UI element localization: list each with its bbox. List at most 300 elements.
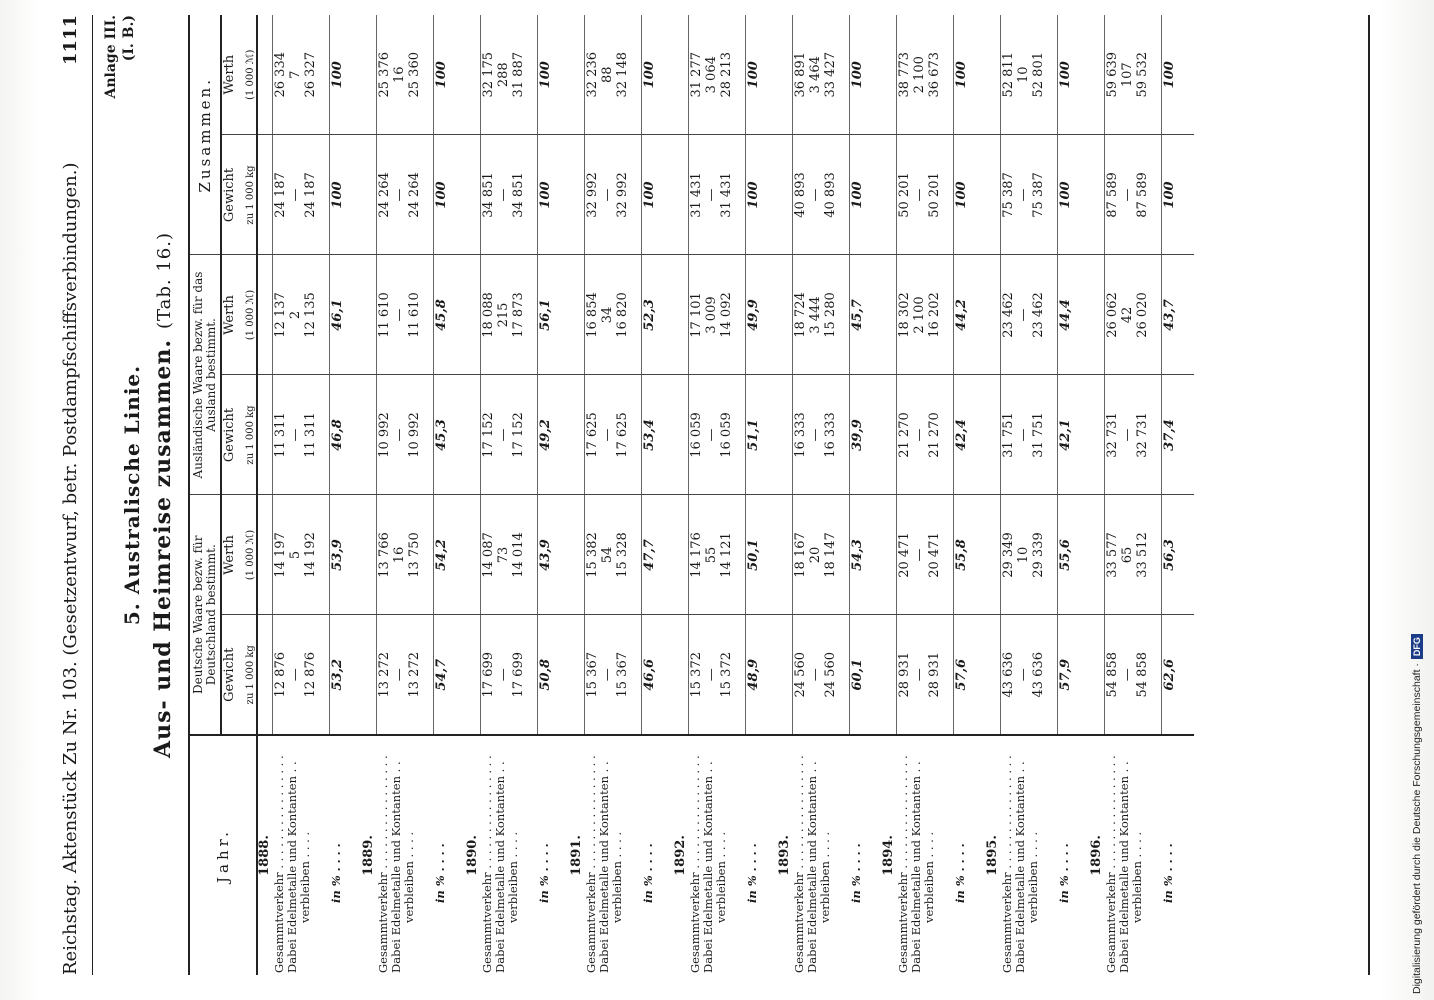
row-label-percent — [434, 735, 467, 975]
value-precious-metals: 16 — [392, 66, 407, 84]
row-label-percent — [1162, 735, 1195, 975]
percent-cell — [538, 255, 571, 375]
table-row — [585, 15, 642, 975]
value-cell — [481, 255, 538, 375]
gewicht-label: Gewicht — [222, 167, 237, 223]
label-gesamtverkehr: Gesammtverkehr . . . . . . . . . . . . . . . . — [687, 755, 702, 973]
value-precious-metals: — — [808, 188, 823, 202]
value-precious-metals: — — [912, 188, 927, 202]
value-remaining: 23 462 — [1031, 292, 1046, 338]
value-cell — [1001, 15, 1058, 135]
value-total: 26 062 — [1105, 292, 1120, 338]
spacer-cell — [570, 375, 585, 495]
label-in-percent: in % . . . . — [1056, 843, 1071, 903]
percent-cell — [538, 615, 571, 735]
value-remaining: 21 270 — [927, 412, 942, 458]
table-row-percent — [746, 15, 779, 975]
value-remaining: 43 636 — [1031, 652, 1046, 698]
spacer-cell — [466, 255, 481, 375]
value-cell — [585, 255, 642, 375]
percent-cell — [434, 615, 467, 735]
value-remaining: 24 187 — [303, 172, 318, 218]
dfg-credit — [1411, 14, 1433, 994]
value-precious-metals: 10 — [1016, 66, 1031, 84]
percent-cell — [1058, 15, 1091, 135]
percent-cell — [850, 495, 883, 615]
gewicht-label: Gewicht — [222, 647, 237, 702]
value-precious-metals: 16 — [392, 546, 407, 564]
percent-cell — [1162, 495, 1195, 615]
percent-cell — [1058, 375, 1091, 495]
column-werth — [221, 15, 257, 135]
table-row-percent — [850, 15, 883, 975]
value-total: 18 302 — [897, 292, 912, 338]
rotated-page — [50, 15, 1380, 975]
value-percent: 43,7 — [1162, 299, 1177, 331]
column-year: Jahr. — [189, 735, 257, 975]
label-in-percent: in % . . . . — [536, 843, 551, 903]
label-verbleiben: verbleiben . . . . — [505, 831, 520, 923]
row-label-block — [273, 735, 330, 975]
label-verbleiben: verbleiben . . . . — [713, 831, 728, 923]
label-gesamtverkehr: Gesammtverkehr . . . . . . . . . . . . . . . . — [479, 755, 494, 973]
spacer-cell — [1090, 15, 1105, 135]
value-percent: 100 — [1162, 181, 1177, 209]
value-percent: 47,7 — [642, 539, 657, 571]
value-total: 18 088 — [481, 292, 496, 338]
value-percent: 45,3 — [434, 419, 449, 451]
dfg-credit-text — [1411, 14, 1423, 994]
percent-cell — [746, 615, 779, 735]
value-precious-metals: 20 — [808, 546, 823, 564]
value-percent: 53,4 — [642, 419, 657, 451]
row-label-percent — [538, 735, 571, 975]
value-cell — [481, 135, 538, 255]
spacer-cell — [257, 135, 273, 255]
value-remaining: 26 327 — [303, 52, 318, 98]
value-remaining: 15 328 — [615, 532, 630, 578]
value-remaining: 32 148 — [615, 52, 630, 98]
value-cell — [793, 15, 850, 135]
value-percent: 100 — [330, 61, 345, 89]
value-remaining: 13 272 — [407, 652, 422, 698]
value-remaining: 40 893 — [823, 172, 838, 218]
label-edelmetalle: Dabei Edelmetalle und Kontanten . . — [804, 761, 819, 973]
spacer-cell — [674, 495, 689, 615]
value-cell — [1105, 135, 1162, 255]
year-row — [674, 15, 689, 975]
year-label: 1893. — [778, 735, 793, 975]
spacer-cell — [1090, 375, 1105, 495]
value-cell — [897, 615, 954, 735]
value-cell — [1001, 495, 1058, 615]
percent-cell — [746, 375, 779, 495]
value-cell — [1105, 375, 1162, 495]
value-precious-metals: — — [1120, 188, 1135, 202]
subtitle-text: Aus- und Heimreise zusammen. — [150, 338, 176, 758]
percent-cell — [434, 495, 467, 615]
value-remaining: 36 673 — [927, 52, 942, 98]
spacer-cell — [674, 135, 689, 255]
value-precious-metals: — — [600, 668, 615, 682]
percent-cell — [642, 615, 675, 735]
value-percent: 100 — [538, 61, 553, 89]
spacer-cell — [570, 15, 585, 135]
value-percent: 100 — [954, 181, 969, 209]
value-cell — [1001, 135, 1058, 255]
label-edelmetalle: Dabei Edelmetalle und Kontanten . . — [908, 761, 923, 973]
value-cell — [689, 375, 746, 495]
value-total: 17 101 — [689, 292, 704, 338]
value-cell — [1105, 615, 1162, 735]
label-in-percent: in % . . . . — [952, 843, 967, 903]
spacer-cell — [362, 495, 377, 615]
label-in-percent: in % . . . . — [432, 843, 447, 903]
value-percent: 60,1 — [850, 658, 865, 691]
percent-cell — [1058, 255, 1091, 375]
value-percent: 100 — [434, 61, 449, 89]
value-percent: 42,1 — [1058, 419, 1073, 451]
table-row — [273, 15, 330, 975]
value-remaining: 14 121 — [719, 532, 734, 578]
value-percent: 42,4 — [954, 419, 969, 451]
value-total: 29 349 — [1001, 532, 1016, 578]
value-precious-metals: — — [1016, 428, 1031, 442]
value-percent: 49,2 — [538, 419, 553, 451]
percent-cell — [330, 135, 363, 255]
value-percent: 100 — [850, 181, 865, 209]
year-row — [1090, 15, 1105, 975]
value-total: 16 854 — [585, 292, 600, 338]
value-precious-metals: 7 — [288, 70, 303, 79]
spacer-cell — [466, 135, 481, 255]
value-total: 36 891 — [793, 52, 808, 98]
spacer-cell — [257, 255, 273, 375]
value-remaining: 59 532 — [1135, 52, 1150, 98]
column-werth — [221, 255, 257, 375]
year-label: 1890. — [466, 735, 481, 975]
werth-unit: (1 000 ℳ) — [245, 49, 256, 100]
value-precious-metals: 3 444 — [808, 296, 823, 334]
value-precious-metals: — — [808, 668, 823, 682]
spacer-cell — [570, 495, 585, 615]
column-gewicht — [221, 375, 257, 495]
percent-cell — [850, 15, 883, 135]
value-total: 34 851 — [481, 172, 496, 218]
value-remaining: 13 750 — [407, 532, 422, 578]
percent-cell — [330, 615, 363, 735]
value-total: 54 858 — [1105, 652, 1120, 698]
percent-cell — [954, 615, 987, 735]
row-label-percent — [1058, 735, 1091, 975]
spacer-cell — [986, 615, 1001, 735]
value-total: 32 175 — [481, 52, 496, 98]
value-precious-metals: — — [392, 188, 407, 202]
percent-cell — [746, 15, 779, 135]
value-cell — [273, 375, 330, 495]
value-precious-metals: 5 — [288, 550, 303, 560]
statistics-table — [188, 15, 1194, 975]
value-percent: 45,8 — [434, 299, 449, 331]
value-total: 52 811 — [1001, 52, 1016, 98]
value-cell — [793, 615, 850, 735]
table-row-percent — [954, 15, 987, 975]
value-percent: 56,1 — [538, 299, 553, 331]
year-row — [778, 15, 793, 975]
spacer-cell — [1090, 495, 1105, 615]
value-total: 11 311 — [273, 412, 288, 458]
label-gesamtverkehr: Gesammtverkehr . . . . . . . . . . . . . . . . — [895, 755, 910, 973]
label-in-percent: in % . . . . — [848, 843, 863, 903]
percent-cell — [746, 495, 779, 615]
spacer-cell — [570, 615, 585, 735]
value-percent: 100 — [1058, 181, 1073, 209]
value-remaining: 28 931 — [927, 652, 942, 698]
value-cell — [1105, 15, 1162, 135]
spacer-cell — [466, 615, 481, 735]
spacer-cell — [257, 495, 273, 615]
spacer-cell — [466, 15, 481, 135]
value-cell — [689, 495, 746, 615]
value-percent: 57,6 — [954, 658, 969, 691]
value-remaining: 33 427 — [823, 52, 838, 98]
value-precious-metals: 42 — [1120, 306, 1135, 324]
table-row — [1105, 15, 1162, 975]
werth-label: Werth — [222, 535, 237, 575]
percent-cell — [954, 495, 987, 615]
label-gesamtverkehr: Gesammtverkehr . . . . . . . . . . . . . . . . — [999, 755, 1014, 973]
percent-cell — [954, 375, 987, 495]
value-precious-metals: — — [288, 668, 303, 682]
value-remaining: 15 280 — [823, 292, 838, 338]
label-edelmetalle: Dabei Edelmetalle und Kontanten . . — [1012, 761, 1027, 973]
percent-cell — [1162, 135, 1195, 255]
value-precious-metals: — — [496, 188, 511, 202]
value-remaining: 17 873 — [511, 292, 526, 338]
value-total: 12 876 — [273, 652, 288, 698]
appendix-line2: (I. B.) — [121, 15, 137, 62]
value-total: 25 376 — [377, 52, 392, 98]
value-precious-metals: 2 100 — [912, 296, 927, 334]
tab-reference: (Tab. 16.) — [154, 232, 175, 329]
spacer-cell — [882, 495, 897, 615]
label-edelmetalle: Dabei Edelmetalle und Kontanten . . — [284, 761, 299, 973]
value-cell — [793, 495, 850, 615]
value-remaining: 11 610 — [407, 292, 422, 338]
value-precious-metals: 54 — [600, 546, 615, 564]
spacer-cell — [882, 375, 897, 495]
value-percent: 51,1 — [746, 419, 761, 451]
label-edelmetalle: Dabei Edelmetalle und Kontanten . . — [700, 761, 715, 973]
value-cell — [793, 375, 850, 495]
value-remaining: 26 020 — [1135, 292, 1150, 338]
value-cell — [585, 135, 642, 255]
gewicht-unit: zu 1 000 kg — [245, 645, 256, 705]
value-percent: 50,8 — [538, 658, 553, 691]
label-in-percent: in % . . . . — [328, 843, 343, 903]
label-verbleiben: verbleiben . . . . — [1129, 831, 1144, 923]
value-precious-metals: 3 009 — [704, 296, 719, 334]
value-cell — [689, 135, 746, 255]
value-percent: 54,2 — [434, 539, 449, 571]
value-total: 10 992 — [377, 412, 392, 458]
spacer-cell — [674, 615, 689, 735]
werth-label: Werth — [222, 295, 237, 335]
year-row — [466, 15, 481, 975]
value-percent: 53,2 — [330, 658, 345, 691]
table-row-percent — [1162, 15, 1195, 975]
value-cell — [377, 15, 434, 135]
header-rule — [92, 15, 93, 975]
value-remaining: 14 192 — [303, 532, 318, 578]
value-precious-metals: 65 — [1120, 546, 1135, 564]
value-total: 13 272 — [377, 652, 392, 698]
value-remaining: 18 147 — [823, 532, 838, 578]
value-percent: 44,4 — [1058, 299, 1073, 331]
value-precious-metals: — — [1016, 188, 1031, 202]
value-remaining: 14 014 — [511, 532, 526, 578]
value-precious-metals: — — [1120, 668, 1135, 682]
row-label-percent — [954, 735, 987, 975]
value-cell — [585, 495, 642, 615]
value-precious-metals: — — [1016, 308, 1031, 322]
value-cell — [897, 495, 954, 615]
value-remaining: 29 339 — [1031, 532, 1046, 578]
label-gesamtverkehr: Gesammtverkehr . . . . . . . . . . . . . . . . — [271, 755, 286, 973]
value-cell — [1001, 615, 1058, 735]
value-total: 14 197 — [273, 532, 288, 578]
value-percent: 100 — [434, 181, 449, 209]
percent-cell — [642, 375, 675, 495]
percent-cell — [538, 375, 571, 495]
value-cell — [1105, 495, 1162, 615]
value-percent: 55,6 — [1058, 539, 1073, 571]
value-remaining: 34 851 — [511, 172, 526, 218]
value-precious-metals: — — [392, 428, 407, 442]
value-percent: 54,3 — [850, 539, 865, 571]
percent-cell — [434, 375, 467, 495]
value-percent: 100 — [330, 181, 345, 209]
percent-cell — [434, 255, 467, 375]
row-label-block — [481, 735, 538, 975]
label-verbleiben: verbleiben . . . . — [1025, 831, 1040, 923]
appendix-line1: Anlage III. — [103, 15, 119, 99]
value-total: 59 639 — [1105, 52, 1120, 98]
value-percent: 56,3 — [1162, 539, 1177, 571]
year-label: 1888. — [257, 735, 273, 975]
value-percent: 52,3 — [642, 299, 657, 331]
spacer-cell — [257, 15, 273, 135]
value-total: 31 431 — [689, 172, 704, 218]
spacer-cell — [257, 615, 273, 735]
percent-cell — [642, 15, 675, 135]
label-gesamtverkehr: Gesammtverkehr . . . . . . . . . . . . . . . . — [375, 755, 390, 973]
spacer-cell — [882, 255, 897, 375]
spacer-cell — [1090, 135, 1105, 255]
percent-cell — [538, 15, 571, 135]
spacer-cell — [986, 255, 1001, 375]
value-total: 17 625 — [585, 412, 600, 458]
year-label: 1895. — [986, 735, 1001, 975]
value-total: 50 201 — [897, 172, 912, 218]
table-row — [897, 15, 954, 975]
column-group-german: Deutsche Waare bezw. für Deutschland bestimmt. — [189, 495, 221, 735]
value-remaining: 16 202 — [927, 292, 942, 338]
row-label-percent — [330, 735, 363, 975]
value-cell — [273, 135, 330, 255]
spacer-cell — [466, 495, 481, 615]
percent-cell — [330, 495, 363, 615]
value-remaining: 12 135 — [303, 292, 318, 338]
value-precious-metals: — — [1016, 668, 1031, 682]
value-total: 17 152 — [481, 412, 496, 458]
value-total: 20 471 — [897, 532, 912, 578]
value-precious-metals: 3 064 — [704, 56, 719, 94]
value-percent: 100 — [642, 61, 657, 89]
percent-cell — [954, 135, 987, 255]
value-remaining: 24 560 — [823, 652, 838, 698]
value-cell — [377, 615, 434, 735]
value-cell — [481, 15, 538, 135]
value-precious-metals: — — [808, 428, 823, 442]
value-percent: 44,2 — [954, 299, 969, 331]
spacer-cell — [778, 135, 793, 255]
table-row — [689, 15, 746, 975]
table-row-percent — [434, 15, 467, 975]
value-precious-metals: 88 — [600, 66, 615, 84]
value-precious-metals: — — [392, 668, 407, 682]
value-percent: 100 — [954, 61, 969, 89]
value-total: 24 187 — [273, 172, 288, 218]
value-total: 15 382 — [585, 532, 600, 578]
value-precious-metals: — — [704, 428, 719, 442]
value-cell — [897, 255, 954, 375]
value-total: 32 236 — [585, 52, 600, 98]
value-remaining: 31 751 — [1031, 412, 1046, 458]
value-total: 87 589 — [1105, 172, 1120, 218]
value-cell — [377, 135, 434, 255]
value-remaining: 25 360 — [407, 52, 422, 98]
value-total: 18 724 — [793, 292, 808, 338]
value-precious-metals: 73 — [496, 546, 511, 564]
value-precious-metals: 215 — [496, 302, 511, 328]
value-precious-metals: 288 — [496, 62, 511, 88]
value-precious-metals: — — [288, 188, 303, 202]
value-cell — [1105, 255, 1162, 375]
percent-cell — [1058, 495, 1091, 615]
year-label: 1892. — [674, 735, 689, 975]
year-row — [986, 15, 1001, 975]
value-precious-metals: — — [600, 428, 615, 442]
spacer-cell — [778, 615, 793, 735]
value-remaining: 24 264 — [407, 172, 422, 218]
value-cell — [273, 15, 330, 135]
value-precious-metals: — — [288, 428, 303, 442]
percent-cell — [642, 135, 675, 255]
value-cell — [377, 375, 434, 495]
value-remaining: 32 992 — [615, 172, 630, 218]
value-precious-metals: — — [912, 668, 927, 682]
value-remaining: 15 367 — [615, 652, 630, 698]
value-percent: 100 — [746, 61, 761, 89]
label-verbleiben: verbleiben . . . . — [921, 831, 936, 923]
table-row-percent — [330, 15, 363, 975]
value-precious-metals: 3 464 — [808, 56, 823, 94]
value-percent: 46,6 — [642, 658, 657, 691]
value-cell — [273, 255, 330, 375]
value-percent: 100 — [1058, 61, 1073, 89]
row-label-percent — [746, 735, 779, 975]
